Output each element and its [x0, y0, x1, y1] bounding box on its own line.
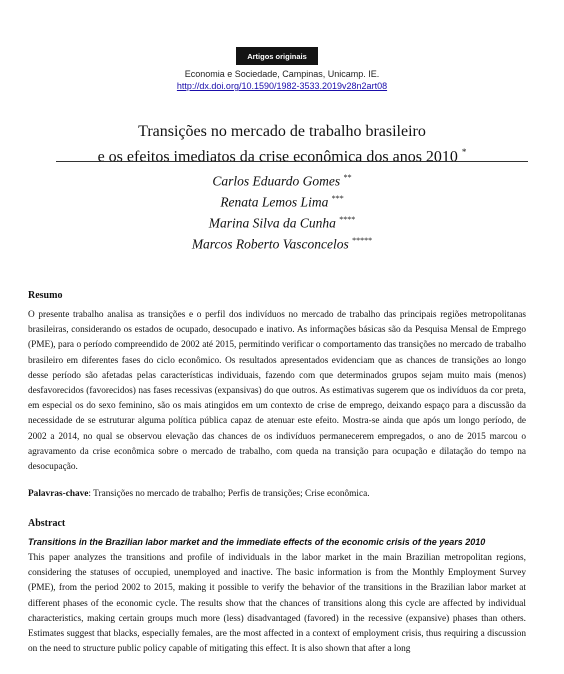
title-divider: [56, 161, 528, 162]
author-marker: ***: [331, 194, 344, 203]
keywords: [28, 489, 526, 499]
keywords-text: : Transições no mercado de trabalho; Perfis de transições; Crise econômica.: [88, 489, 370, 499]
author-list: [0, 169, 564, 253]
section-badge: Artigos originais: [236, 47, 318, 65]
abstract-title: Transitions in the Brazilian labor market and the immediate effects of the economic crisis of the years 2010: [28, 537, 486, 547]
title-line-2: [40, 142, 524, 167]
author: [0, 211, 564, 232]
resumo-heading: Resumo: [28, 290, 63, 301]
keywords-label: Palavras-chave: [28, 489, 89, 499]
author: [0, 232, 564, 253]
author-marker: ****: [339, 215, 356, 224]
author-name: Marcos Roberto Vasconcelos: [191, 236, 349, 252]
author-name: Carlos Eduardo Gomes: [212, 173, 341, 189]
author-name: Renata Lemos Lima: [220, 194, 329, 210]
abstract-text: This paper analyzes the transitions and profile of individuals in the labor market in the main Brazilian metropolitan regions, considering the statuses of occupied, unemployed and inactive. The basic information is from the Monthly Employment Survey (PME), from the period 2002 to 2015, making it possible to verify the behavior of the transitions in the Brazilian labor market at different phases of the economic cycle. The results show that the chances of transitions along this cycle are affected by individual characteristics, making certain groups much more (less) disadvantaged (favored) in the recessive (expansive) phases than others. Estimates suggest that blacks, especially females, are the most affected in a context of employment crisis, thus requiring a discussion on the need to structure public policy capable of mitigating this effect. It is also shown that after a long: [28, 553, 526, 655]
author-marker: *****: [352, 236, 373, 245]
title-line-2-text: e os efeitos imediatos da crise econômica dos anos 2010: [97, 148, 458, 166]
resumo-text: O presente trabalho analisa as transições e o perfil dos indivíduos no mercado de trabalho das principais regiões metropolitanas brasileiras, considerando os estados de ocupado, desocupado e inativo. As informações básicas são da Pesquisa Mensal de Emprego (PME), para o período compreendido de 2002 até 2015, permitindo verificar o comportamento das transições no mercado de trabalho brasileiro em diferentes fases do ciclo econômico. Os resultados apresentados evidenciam que as chances de transições ao longo desse período são afetadas pelas características individuais, fazendo com que determinados grupos sejam muito mais (menos) desfavorecidos (favorecidos) nas fases recessivas (expansivas) do que outros. As estimativas sugerem que os indivíduos da cor preta, em especial os do sexo feminino, são os mais atingidos em um contexto de crise de emprego, deixando espaço para a discussão da necessidade de se estruturar alguma política pública capaz de atenuar este efeito. Mostra-se ainda que após um longo período, de 2002 a 2014, no qual se observou elevação das chances de os indivíduos permanecerem empregados, o ano de 2015 marcou o agravamento da crise econômica sobre o mercado de trabalho, com queda na transição para ocupação e dilatação do tempo na desocupação.: [28, 310, 526, 473]
doi-link[interactable]: http://dx.doi.org/10.1590/1982-3533.2019v28n2art08: [176, 81, 388, 91]
title-footnote-marker: *: [461, 147, 467, 157]
author-name: Marina Silva da Cunha: [208, 215, 336, 231]
journal-citation: Economia e Sociedade, Campinas, Unicamp. IE.: [184, 69, 380, 79]
title-line-1: Transições no mercado de trabalho brasileiro: [138, 123, 426, 140]
abstract-heading: Abstract: [28, 518, 66, 529]
author: [0, 190, 564, 211]
author: [0, 169, 564, 190]
author-marker: **: [343, 173, 352, 182]
